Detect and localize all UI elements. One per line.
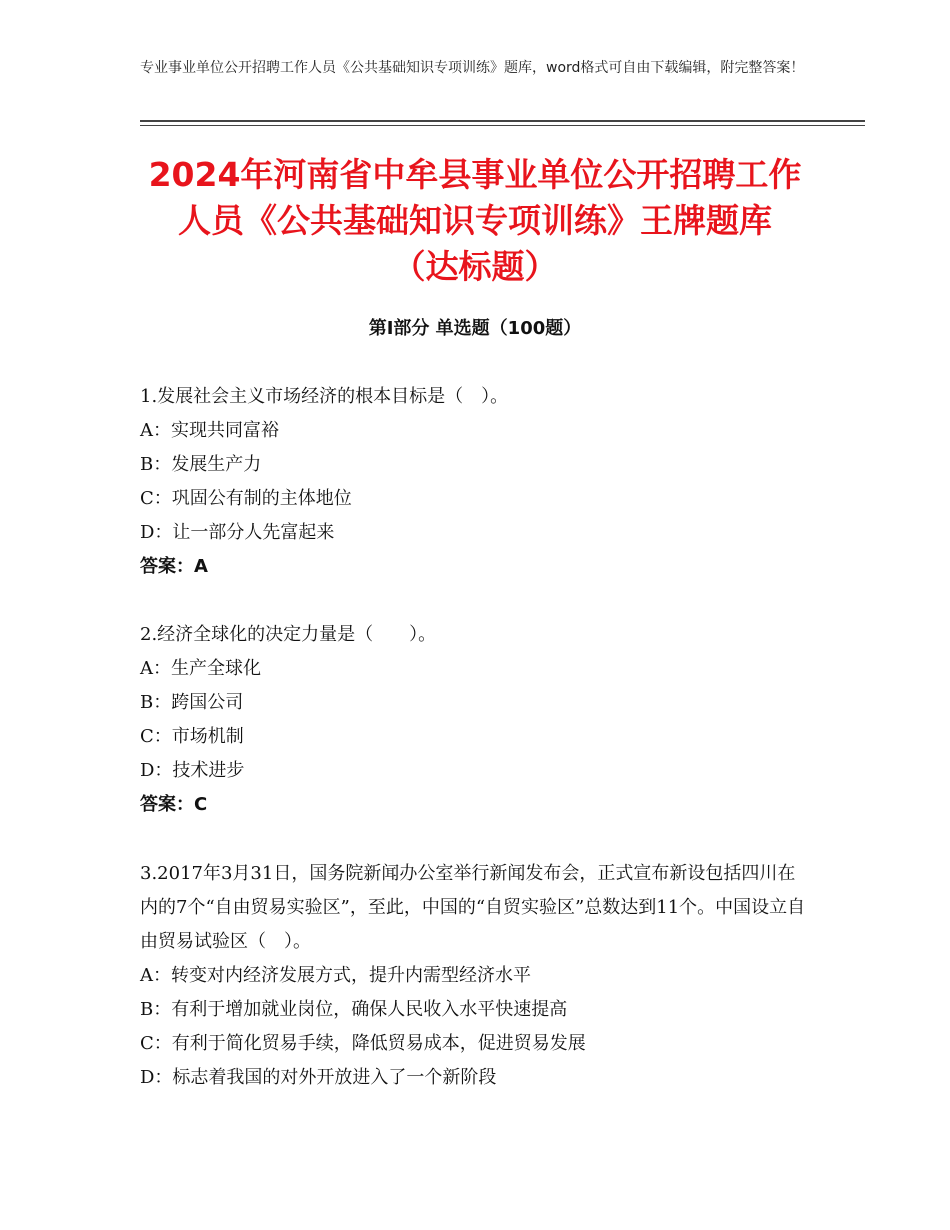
option-c: C：市场机制 bbox=[140, 726, 244, 747]
option-b: B：发展生产力 bbox=[140, 454, 262, 475]
section-heading: 第Ⅰ部分 单选题（100题） bbox=[368, 318, 582, 339]
option-a: A：实现共同富裕 bbox=[140, 420, 279, 441]
option-b: B：有利于增加就业岗位，确保人民收入水平快速提高 bbox=[140, 999, 568, 1020]
question-stem: 1.发展社会主义市场经济的根本目标是（ ）。 bbox=[140, 386, 509, 407]
header-divider-thin bbox=[140, 125, 865, 126]
header-note: 专业事业单位公开招聘工作人员《公共基础知识专项训练》题库，word格式可自由下载编辑，附完整答案！ bbox=[140, 60, 805, 76]
title-line-3: （达标题） bbox=[392, 247, 558, 286]
title-line-1: 2024年河南省中牟县事业单位公开招聘工作 bbox=[148, 155, 802, 194]
answer-line: 答案：C bbox=[140, 794, 208, 815]
question-3 bbox=[140, 857, 810, 1095]
option-b: B：跨国公司 bbox=[140, 692, 244, 713]
option-d: D：让一部分人先富起来 bbox=[140, 522, 335, 543]
title-line-2: 人员《公共基础知识专项训练》王牌题库 bbox=[178, 201, 772, 240]
question-1 bbox=[140, 380, 810, 584]
header-divider bbox=[140, 120, 865, 122]
question-stem: 3.2017年3月31日，国务院新闻办公室举行新闻发布会，正式宣布新设包括四川在内的7个“自由贸易实验区”，至此，中国的“自贸实验区”总数达到11个。中国设立自由贸易试验区（ ）。 bbox=[140, 863, 806, 952]
document-title bbox=[130, 152, 820, 290]
option-c: C：有利于简化贸易手续，降低贸易成本，促进贸易发展 bbox=[140, 1033, 586, 1054]
option-d: D：技术进步 bbox=[140, 760, 245, 781]
option-d: D：标志着我国的对外开放进入了一个新阶段 bbox=[140, 1067, 497, 1088]
option-c: C：巩固公有制的主体地位 bbox=[140, 488, 352, 509]
answer-line: 答案：A bbox=[140, 556, 208, 577]
question-stem: 2.经济全球化的决定力量是（ ）。 bbox=[140, 624, 437, 645]
option-a: A：转变对内经济发展方式，提升内需型经济水平 bbox=[140, 965, 531, 986]
option-a: A：生产全球化 bbox=[140, 658, 261, 679]
question-2 bbox=[140, 618, 810, 822]
